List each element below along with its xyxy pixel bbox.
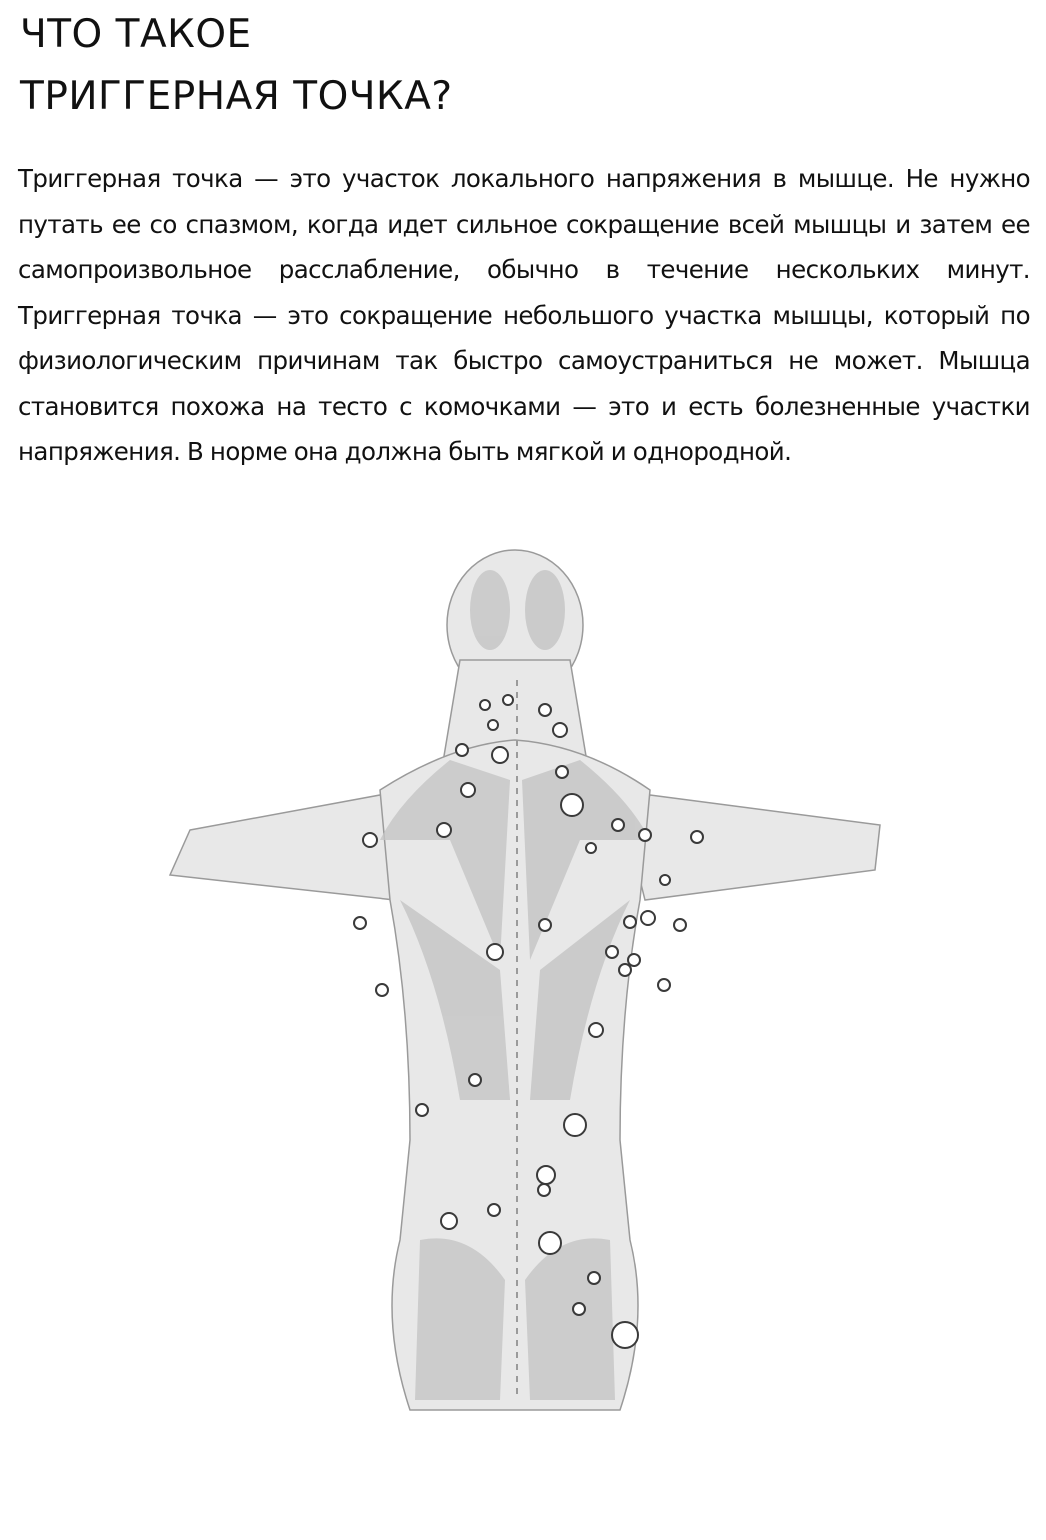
left-arm bbox=[170, 795, 410, 900]
trigger-point-marker bbox=[561, 794, 583, 816]
trigger-point-marker bbox=[612, 819, 624, 831]
trigger-point-marker bbox=[639, 829, 651, 841]
trigger-point-marker bbox=[539, 919, 551, 931]
trigger-point-marker bbox=[488, 1204, 500, 1216]
trigger-point-marker bbox=[660, 875, 670, 885]
trigger-point-marker bbox=[564, 1114, 586, 1136]
trigger-point-marker bbox=[487, 944, 503, 960]
trigger-point-marker bbox=[488, 720, 498, 730]
trigger-point-marker bbox=[674, 919, 686, 931]
trigger-point-marker bbox=[691, 831, 703, 843]
head-shading-right bbox=[525, 570, 565, 650]
page-title bbox=[20, 4, 1020, 128]
page-title-line-1: ЧТО ТАКОЕ bbox=[20, 12, 252, 57]
trigger-point-marker bbox=[624, 916, 636, 928]
trigger-point-marker bbox=[441, 1213, 457, 1229]
trigger-point-marker bbox=[606, 946, 618, 958]
body-paragraph-block bbox=[18, 156, 1030, 475]
trigger-point-marker bbox=[538, 1184, 550, 1196]
trigger-point-marker bbox=[503, 695, 513, 705]
trigger-point-marker bbox=[553, 723, 567, 737]
trigger-point-marker bbox=[556, 766, 568, 778]
head-shading-left bbox=[470, 570, 510, 650]
trigger-point-marker bbox=[537, 1166, 555, 1184]
trigger-point-marker bbox=[619, 964, 631, 976]
trigger-point-marker bbox=[480, 700, 490, 710]
trigger-point-marker bbox=[612, 1322, 638, 1348]
trigger-point-marker bbox=[461, 783, 475, 797]
trigger-point-marker bbox=[416, 1104, 428, 1116]
trigger-point-marker bbox=[492, 747, 508, 763]
body-paragraph: Триггерная точка — это участок локального напряжения в мышце. Не нужно путать ее со спазмом, когда идет сильное сокращение всей мышцы и затем ее самопроизвольное расслабление, обычно в течение нескольких минут. Триггерная точка — это сокращение небольшого участка мышцы, который по физиологическим причинам так быстро самоустраниться не может. Мышца становится похожа на тесто с комочками — это и есть болезненные участки напряжения. В норме она должна быть мягкой и однородной. bbox=[18, 164, 1030, 466]
trigger-point-marker bbox=[539, 1232, 561, 1254]
trigger-point-marker bbox=[586, 843, 596, 853]
trigger-point-marker bbox=[658, 979, 670, 991]
body-silhouette bbox=[170, 550, 880, 1410]
trigger-point-marker bbox=[588, 1272, 600, 1284]
back-muscles-illustration bbox=[150, 540, 890, 1500]
trigger-point-marker bbox=[437, 823, 451, 837]
back-muscles-figure bbox=[150, 540, 890, 1500]
trigger-point-marker bbox=[628, 954, 640, 966]
trigger-point-marker bbox=[354, 917, 366, 929]
trigger-point-marker bbox=[376, 984, 388, 996]
trigger-point-marker bbox=[539, 704, 551, 716]
trigger-point-marker bbox=[456, 744, 468, 756]
trigger-point-marker bbox=[363, 833, 377, 847]
trigger-point-marker bbox=[573, 1303, 585, 1315]
trigger-point-marker bbox=[469, 1074, 481, 1086]
trigger-point-marker bbox=[641, 911, 655, 925]
trigger-point-marker bbox=[589, 1023, 603, 1037]
page-title-line-2: ТРИГГЕРНАЯ ТОЧКА? bbox=[20, 74, 453, 119]
